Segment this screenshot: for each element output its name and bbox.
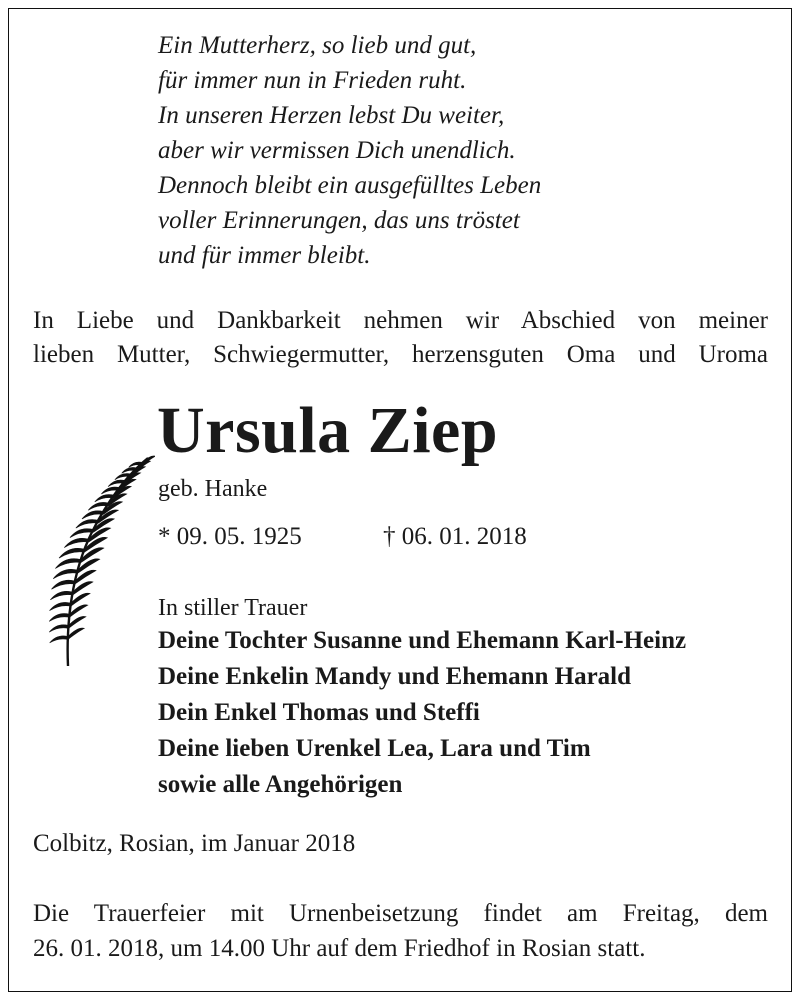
poem-line: Dennoch bleibt ein ausgefülltes Leben [158, 172, 542, 199]
mourner-line: Deine lieben Urenkel Lea, Lara und Tim [158, 735, 591, 762]
memorial-poem [158, 28, 541, 273]
poem-line: In unseren Herzen lebst Du weiter, [158, 102, 505, 129]
intro-line: lieben Mutter, Schwiegermutter, herzensguten Oma und Uroma [33, 341, 768, 368]
poem-line: und für immer bleibt. [158, 242, 371, 269]
poem-line: aber wir vermissen Dich unendlich. [158, 137, 516, 164]
mourner-line: Deine Tochter Susanne und Ehemann Karl-Heinz [158, 627, 687, 654]
mourners-list [158, 623, 686, 803]
place-and-date: Colbitz, Rosian, im Januar 2018 [33, 830, 356, 857]
funeral-notice [33, 896, 768, 966]
intro-line: In Liebe und Dankbarkeit nehmen wir Abschied von meiner [33, 307, 768, 334]
birth-date: * 09. 05. 1925 [158, 523, 302, 550]
mourner-line: Deine Enkelin Mandy und Ehemann Harald [158, 663, 632, 690]
funeral-line: Die Trauerfeier mit Urnenbeisetzung findet am Freitag, dem [33, 900, 768, 927]
maiden-name: geb. Hanke [158, 476, 268, 502]
poem-line: für immer nun in Frieden ruht. [158, 67, 467, 94]
funeral-line: 26. 01. 2018, um 14.00 Uhr auf dem Friedhof in Rosian statt. [33, 935, 646, 962]
mourner-line: Dein Enkel Thomas und Steffi [158, 699, 480, 726]
farewell-intro [33, 304, 768, 372]
mourner-line: sowie alle Angehörigen [158, 771, 403, 798]
deceased-name: Ursula Ziep [157, 394, 499, 467]
fern-frond-icon [30, 452, 155, 668]
mourning-heading: In stiller Trauer [158, 595, 308, 621]
death-date: † 06. 01. 2018 [383, 523, 527, 550]
poem-line: voller Erinnerungen, das uns tröstet [158, 207, 520, 234]
poem-line: Ein Mutterherz, so lieb und gut, [158, 32, 477, 59]
